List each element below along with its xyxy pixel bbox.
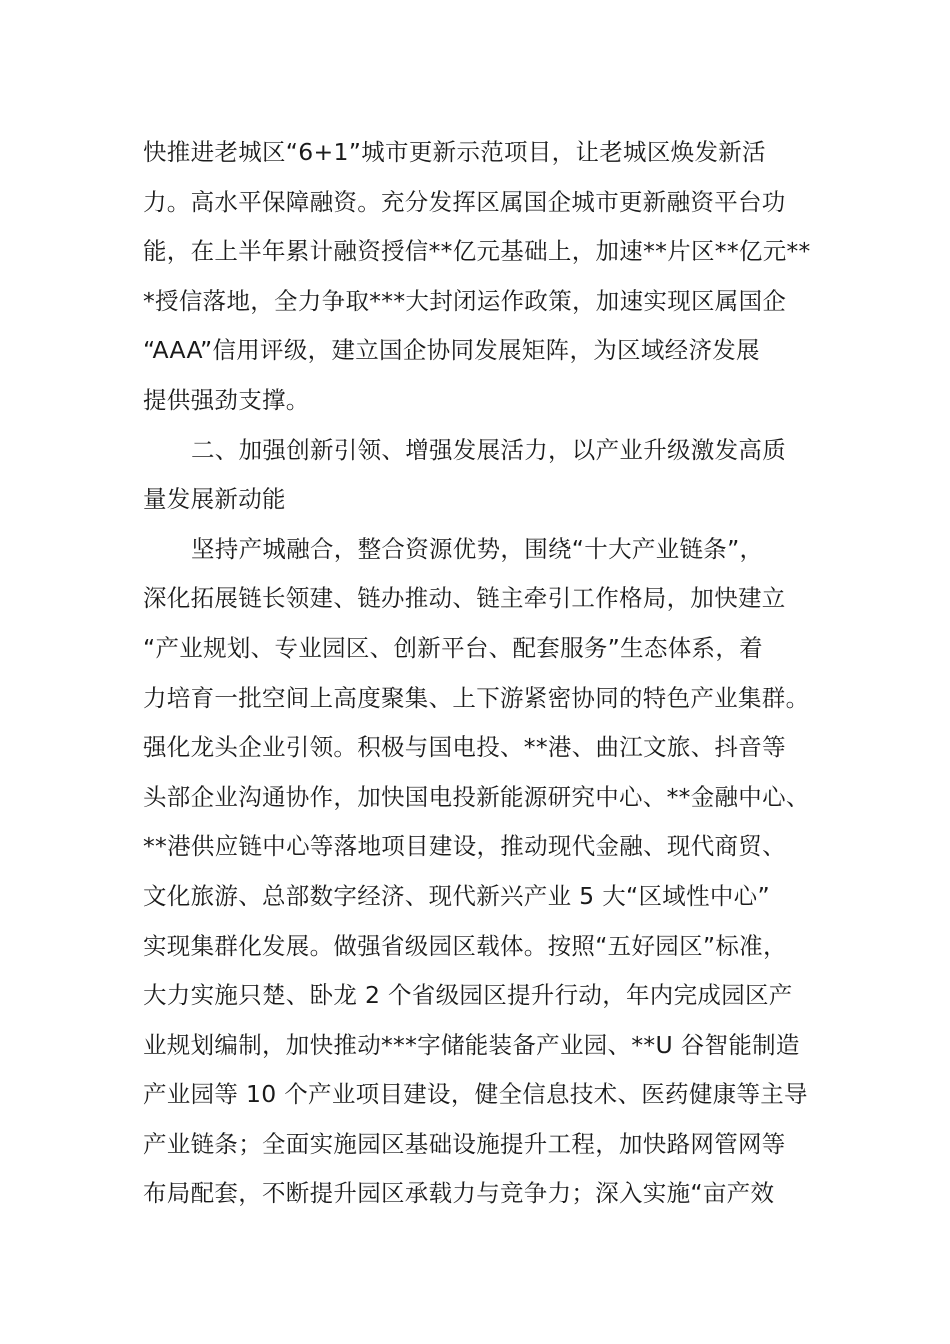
section-heading-line: 二、加强创新引领、增强发展活力，以产业升级激发高质 xyxy=(191,435,786,464)
text-line: 深化拓展链长领建、链办推动、链主牵引工作格局，加快建立 xyxy=(143,584,786,613)
text-line: 产业园等 10 个产业项目建设，健全信息技术、医药健康等主导 xyxy=(143,1080,808,1109)
text-line: *授信落地，全力争取***大封闭运作政策，加速实现区属国企 xyxy=(143,286,787,315)
section-heading-line: 量发展新动能 xyxy=(143,485,286,514)
body-text xyxy=(143,128,823,1219)
text-line: 强化龙头企业引领。积极与国电投、**港、曲江文旅、抖音等 xyxy=(143,733,786,762)
text-line: 头部企业沟通协作，加快国电投新能源研究中心、**金融中心、 xyxy=(143,782,810,811)
text-line: 业规划编制，加快推动***字储能装备产业园、**U 谷智能制造 xyxy=(143,1030,800,1059)
text-line: 大力实施只楚、卧龙 2 个省级园区提升行动，年内完成园区产 xyxy=(143,981,793,1010)
text-line: 产业链条；全面实施园区基础设施提升工程，加快路网管网等 xyxy=(143,1129,786,1158)
text-line: 坚持产城融合，整合资源优势，围绕“十大产业链条”， xyxy=(191,534,764,563)
text-line: “产业规划、专业园区、创新平台、配套服务”生态体系，着 xyxy=(143,633,763,662)
text-line: **港供应链中心等落地项目建设，推动现代金融、现代商贸、 xyxy=(143,832,786,861)
text-line: 能，在上半年累计融资授信**亿元基础上，加速**片区**亿元** xyxy=(143,237,811,266)
text-line: 布局配套，不断提升园区承载力与竞争力；深入实施“亩产效 xyxy=(143,1179,775,1208)
text-line: 文化旅游、总部数字经济、现代新兴产业 5 大“区域性中心” xyxy=(143,881,770,910)
text-line: 力。高水平保障融资。充分发挥区属国企城市更新融资平台功 xyxy=(143,187,786,216)
text-line: 快推进老城区“6+1”城市更新示范项目，让老城区焕发新活 xyxy=(143,138,766,166)
text-line: 提供强劲支撑。 xyxy=(143,385,310,414)
text-line: 实现集群化发展。做强省级园区载体。按照“五好园区”标准， xyxy=(143,931,787,960)
text-line: “AAA”信用评级，建立国企协同发展矩阵，为区域经济发展 xyxy=(143,336,760,365)
text-line: 力培育一批空间上高度聚集、上下游紧密协同的特色产业集群。 xyxy=(143,683,810,712)
